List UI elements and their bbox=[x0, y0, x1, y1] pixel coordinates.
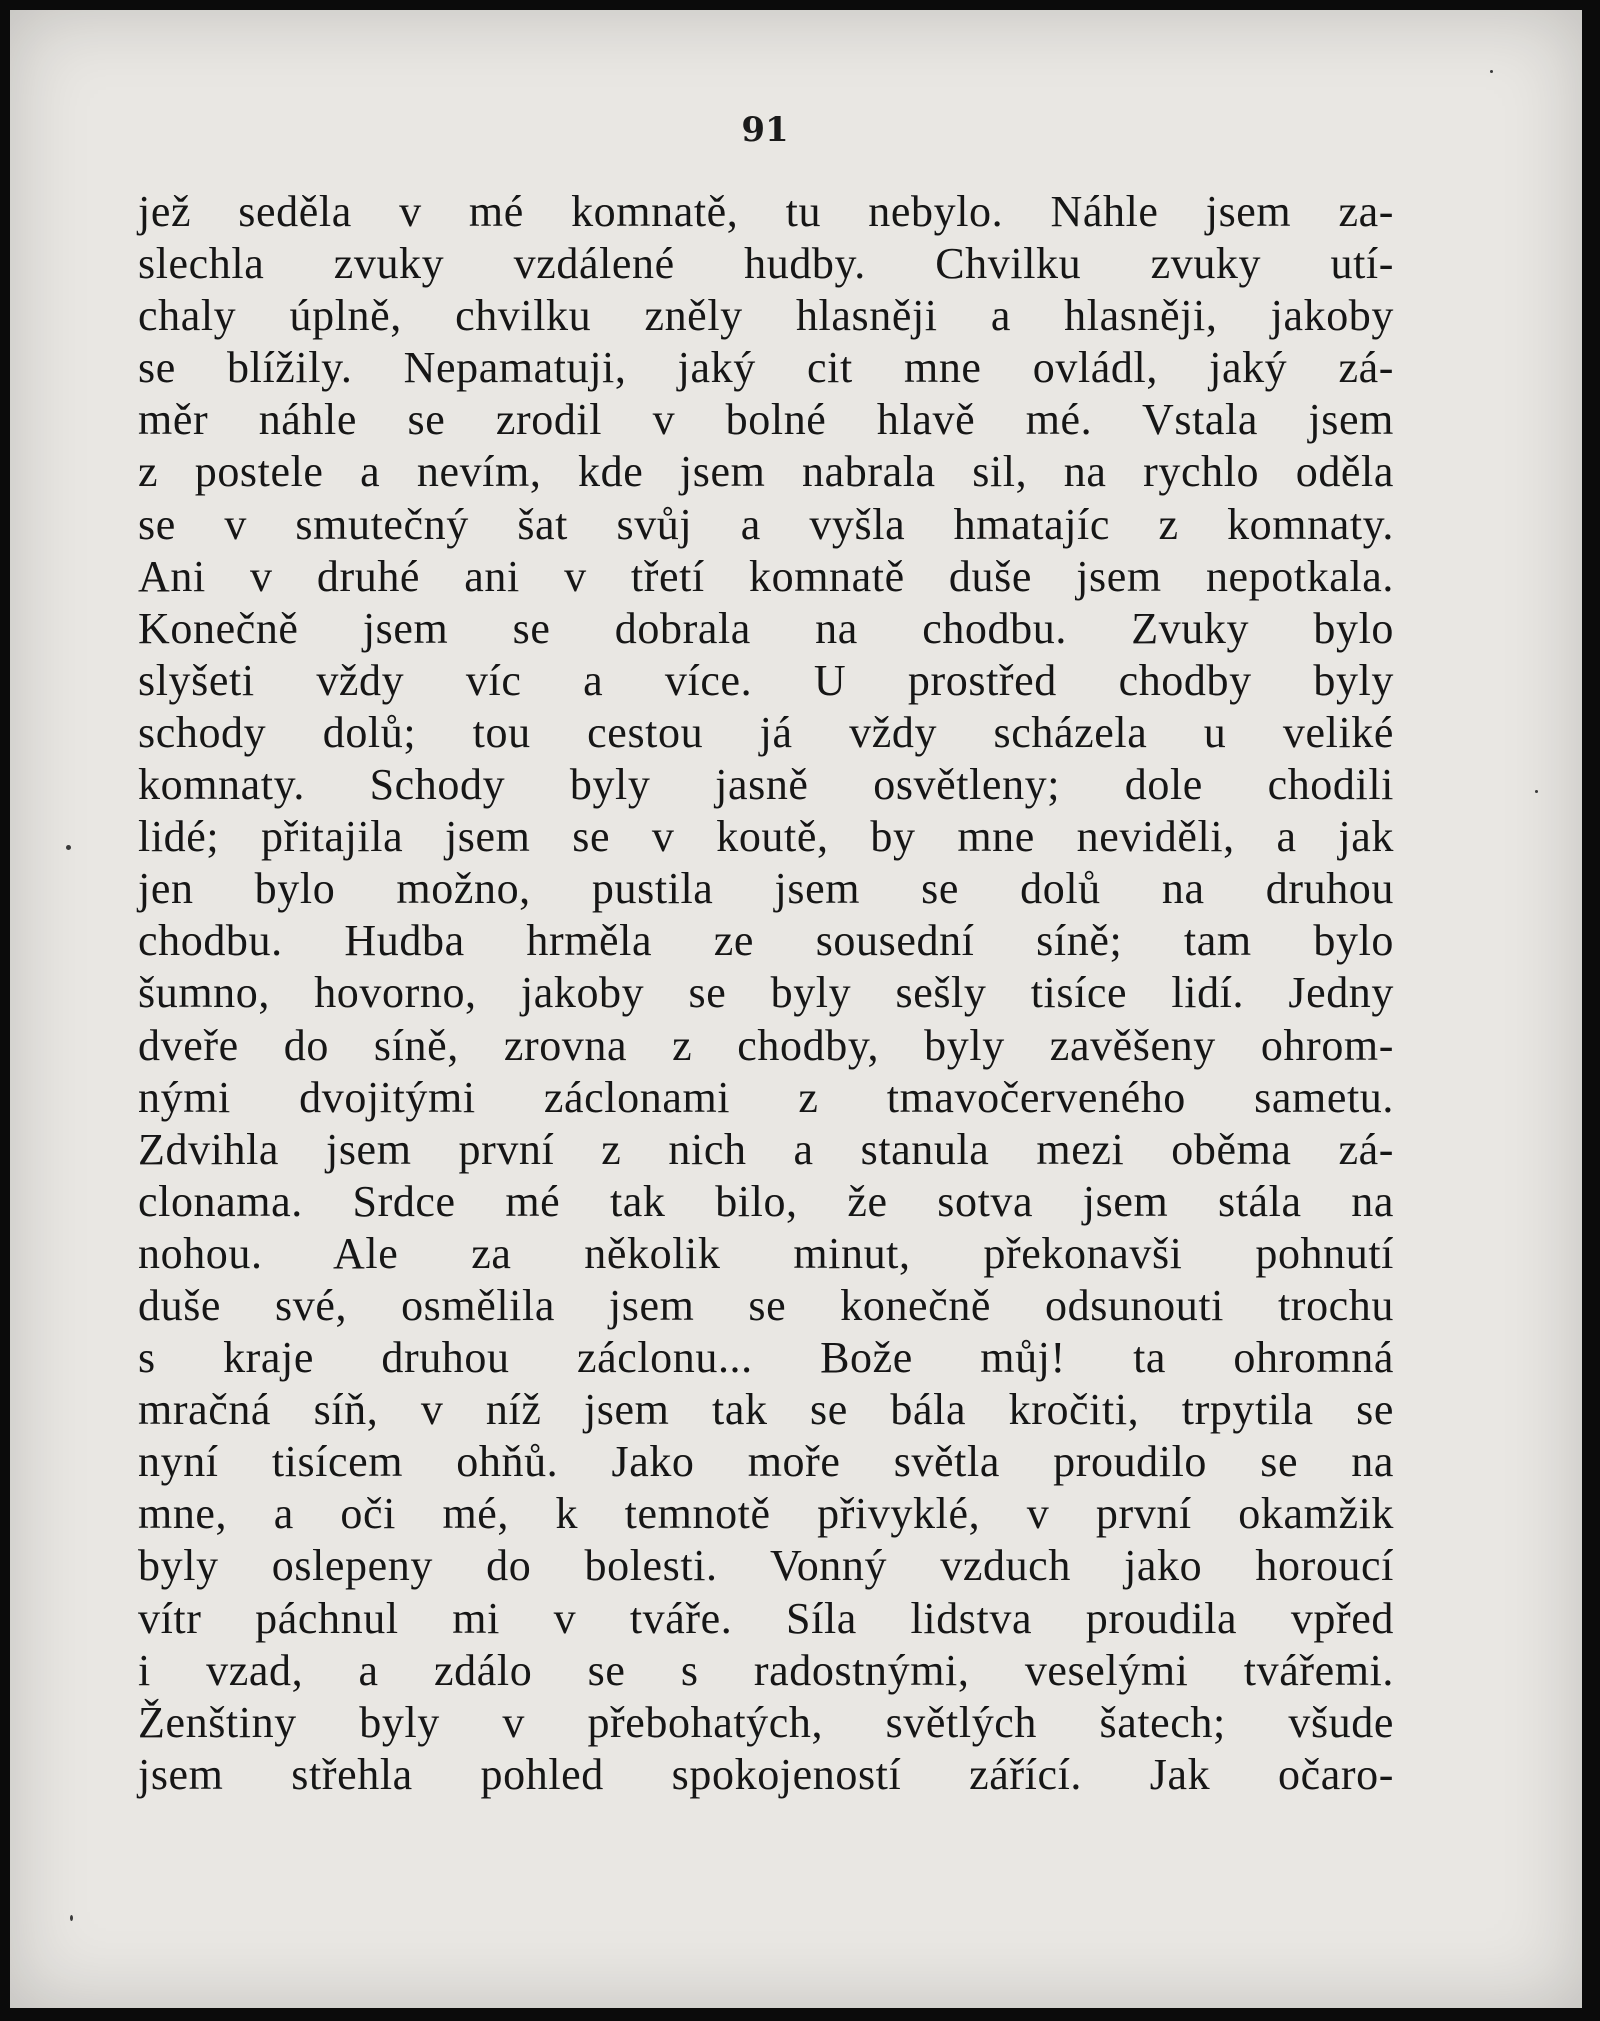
text-line: s kraje druhou záclonu... Bože můj! ta ohromná bbox=[138, 1333, 1394, 1383]
text-line: clonama. Srdce mé tak bilo, že sotva jsem stála na bbox=[138, 1176, 1394, 1226]
text-line: slyšeti vždy víc a více. U prostřed chodby byly bbox=[138, 655, 1394, 705]
text-line: i vzad, a zdálo se s radostnými, veselými tvářemi. bbox=[138, 1645, 1394, 1695]
text-line: jen bylo možno, pustila jsem se dolů na druhou bbox=[138, 864, 1394, 914]
text-line: schody dolů; tou cestou já vždy scházela u veliké bbox=[138, 707, 1394, 757]
text-line: Konečně jsem se dobrala na chodbu. Zvuky bylo bbox=[138, 603, 1394, 653]
text-line: jsem střehla pohled spokojeností zářící. Jak očaro- bbox=[138, 1749, 1394, 1799]
text-line: Ženštiny byly v přebohatých, světlých šatech; všude bbox=[138, 1697, 1394, 1747]
text-line: Zdvihla jsem první z nich a stanula mezi oběma zá- bbox=[138, 1124, 1394, 1174]
text-line: lidé; přitajila jsem se v koutě, by mne neviděli, a jak bbox=[138, 812, 1394, 862]
text-line: vítr páchnul mi v tváře. Síla lidstva proudila vpřed bbox=[138, 1593, 1394, 1643]
text-line: jež seděla v mé komnatě, tu nebylo. Náhle jsem za- bbox=[138, 187, 1394, 236]
scan-speck bbox=[70, 1915, 73, 1921]
text-line: Ani v druhé ani v třetí komnatě duše jsem nepotkala. bbox=[138, 551, 1394, 601]
scan-speck bbox=[1490, 70, 1493, 73]
page-number: 91 bbox=[741, 110, 789, 150]
text-line: slechla zvuky vzdálené hudby. Chvilku zvuky utí- bbox=[138, 239, 1394, 289]
text-line: chodbu. Hudba hrměla ze sousední síně; tam bylo bbox=[138, 916, 1394, 966]
text-line: z postele a nevím, kde jsem nabrala sil, na rychlo oděla bbox=[138, 447, 1394, 497]
book-page bbox=[10, 10, 1582, 2008]
text-line: chaly úplně, chvilku zněly hlasněji a hlasněji, jakoby bbox=[138, 291, 1394, 341]
text-line: byly oslepeny do bolesti. Vonný vzduch jako horoucí bbox=[138, 1541, 1394, 1591]
text-line: mne, a oči mé, k temnotě přivyklé, v první okamžik bbox=[138, 1489, 1394, 1539]
text-line: mračná síň, v níž jsem tak se bála kročiti, trpytila se bbox=[138, 1385, 1394, 1435]
body-text bbox=[138, 186, 1394, 1801]
text-line: dveře do síně, zrovna z chodby, byly zavěšeny ohrom- bbox=[138, 1020, 1394, 1070]
text-line: se blížily. Nepamatuji, jaký cit mne ovládl, jaký zá- bbox=[138, 343, 1394, 393]
scan-speck bbox=[66, 845, 71, 850]
text-line: se v smutečný šat svůj a vyšla hmatajíc z komnaty. bbox=[138, 499, 1394, 549]
text-line: nohou. Ale za několik minut, překonavši pohnutí bbox=[138, 1228, 1394, 1278]
text-line: šumno, hovorno, jakoby se byly sešly tisíce lidí. Jedny bbox=[138, 968, 1394, 1018]
text-line: měr náhle se zrodil v bolné hlavě mé. Vstala jsem bbox=[138, 395, 1394, 445]
text-line: komnaty. Schody byly jasně osvětleny; dole chodili bbox=[138, 760, 1394, 810]
text-line: nyní tisícem ohňů. Jako moře světla proudilo se na bbox=[138, 1437, 1394, 1487]
scan-speck bbox=[1535, 790, 1538, 793]
text-line: duše své, osmělila jsem se konečně odsunouti trochu bbox=[138, 1280, 1394, 1330]
text-line: nými dvojitými záclonami z tmavočerveného sametu. bbox=[138, 1072, 1394, 1122]
